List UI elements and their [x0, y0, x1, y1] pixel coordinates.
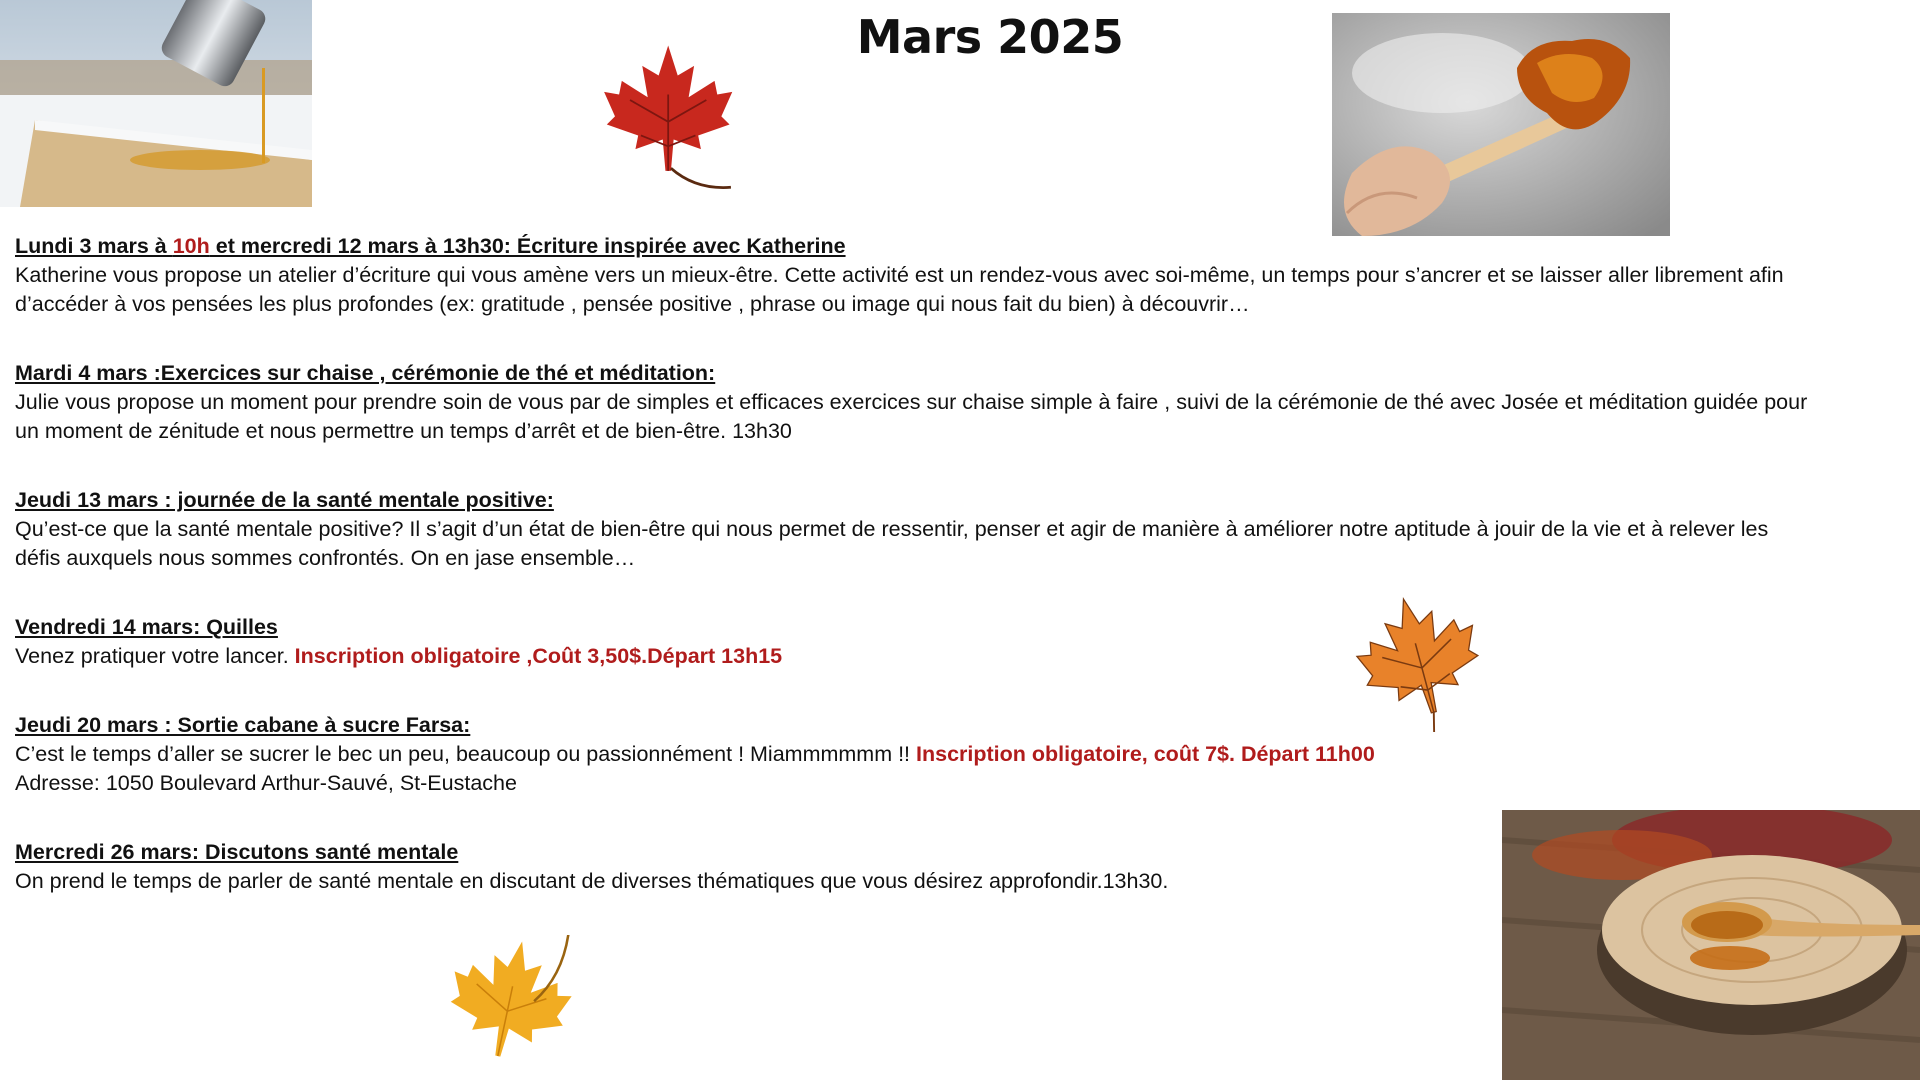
syrup-spoon-photo [1502, 810, 1920, 1080]
event-address: Adresse: 1050 Boulevard Arthur-Sauvé, St-Eustache [15, 771, 517, 795]
registration-note: Inscription obligatoire, coût 7$. Départ 11h00 [916, 742, 1375, 766]
event-item [15, 359, 1815, 446]
event-heading: Mardi 4 mars :Exercices sur chaise , cérémonie de thé et méditation: [15, 361, 716, 385]
event-item [15, 232, 1815, 319]
event-heading: Jeudi 13 mars : journée de la santé mentale positive: [15, 488, 554, 512]
event-description: Venez pratiquer votre lancer. Inscription obligatoire ,Coût 3,50$.Départ 13h15 [15, 644, 783, 668]
event-description: Qu’est-ce que la santé mentale positive? Il s’agit d’un état de bien-être qui nous permet de ressentir, penser et agir de manière à améliorer notre aptitude à jouir de la vie et à relever les défis auxquels nous sommes confrontés. On en jase ensemble… [15, 517, 1769, 570]
maple-taffy-photo [1332, 13, 1670, 236]
event-heading: Mercredi 26 mars: Discutons santé mentale [15, 840, 459, 864]
event-description: On prend le temps de parler de santé mentale en discutant de diverses thématiques que vous désirez approfondir.13h30. [15, 869, 1169, 893]
event-description: Katherine vous propose un atelier d’écriture qui vous amène vers un mieux-être. Cette activité est un rendez-vous avec soi-même, un temps pour s’ancrer et se laisser aller librement afin d’accéder à vos pensées les plus profondes (ex: gratitude , pensée positive , phrase ou image qui nous fait du bien) à découvrir… [15, 263, 1784, 316]
event-heading: Lundi 3 mars à 10h et mercredi 12 mars à 13h30: Écriture inspirée avec Katherine [15, 234, 846, 258]
event-description: Julie vous propose un moment pour prendre soin de vous par de simples et efficaces exercices sur chaise simple à faire , suivi de la cérémonie de thé avec Josée et méditation guidée pour un moment de zénitude et nous permettre un temps d’arrêt et de bien-être. 13h30 [15, 390, 1808, 443]
event-heading: Vendredi 14 mars: Quilles [15, 615, 278, 639]
event-item [15, 613, 1815, 671]
event-description: C’est le temps d’aller se sucrer le bec un peu, beaucoup ou passionnément ! Miammmmmm !! Inscription obligatoire, coût 7$. Départ 11h00 [15, 742, 1375, 766]
maple-leaf-orange-icon [1345, 592, 1505, 732]
event-item [15, 486, 1815, 573]
page-title: Mars 2025 [856, 10, 1124, 64]
event-heading: Jeudi 20 mars : Sortie cabane à sucre Farsa: [15, 713, 471, 737]
maple-leaf-yellow-icon [440, 935, 590, 1075]
event-item [15, 711, 1815, 798]
registration-note: Inscription obligatoire ,Coût 3,50$.Départ 13h15 [294, 644, 783, 668]
